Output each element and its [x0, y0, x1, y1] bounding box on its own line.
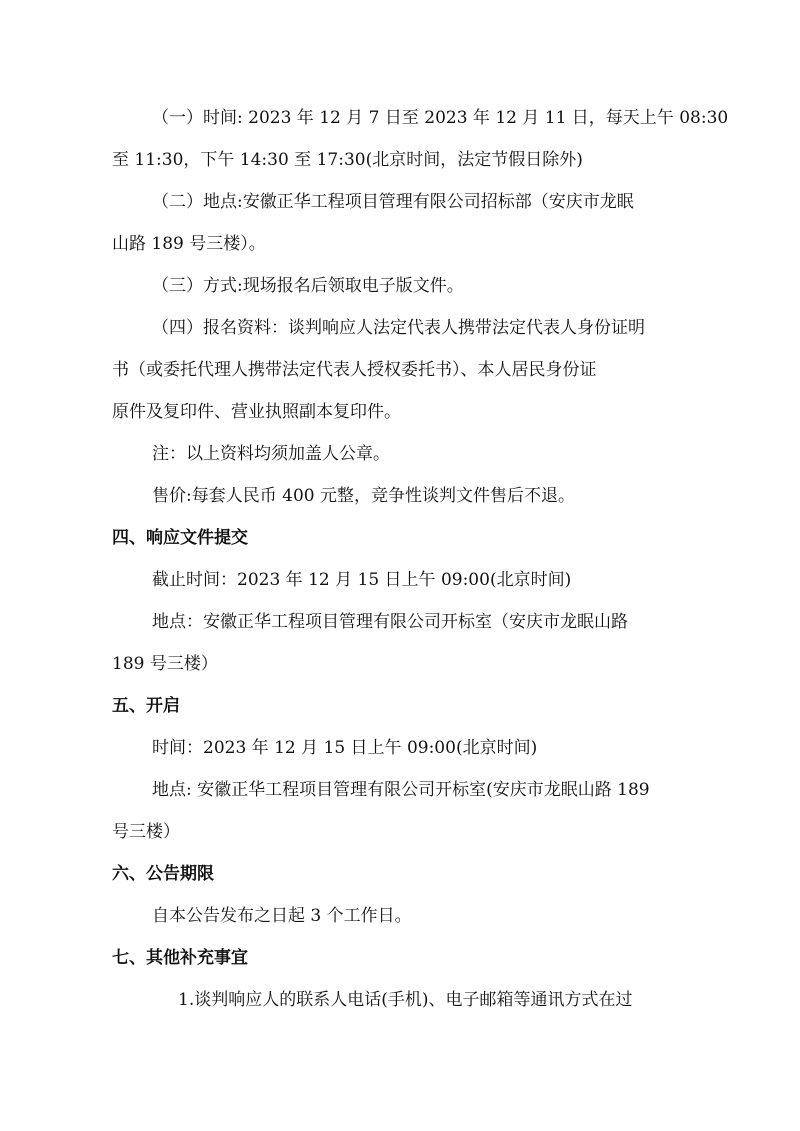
registration-materials-line1: （四）报名资料：谈判响应人法定代表人携带法定代表人身份证明 — [152, 318, 645, 338]
submission-place-line1: 地点：安徽正华工程项目管理有限公司开标室（安庆市龙眠山路 — [152, 612, 628, 632]
registration-materials-line3: 原件及复印件、营业执照副本复印件。 — [112, 402, 401, 422]
section-heading-other-matters: 七、其他补充事宜 — [112, 948, 248, 968]
submission-deadline: 截止时间：2023 年 12 月 15 日上午 09:00(北京时间) — [152, 570, 572, 590]
opening-place-line1: 地点: 安徽正华工程项目管理有限公司开标室(安庆市龙眠山路 189 — [152, 780, 650, 800]
registration-place-line2: 山路 189 号三楼）。 — [112, 234, 266, 254]
price-line: 售价:每套人民币 400 元整，竞争性谈判文件售后不退。 — [152, 486, 575, 506]
registration-note: 注：以上资料均须加盖人公章。 — [152, 444, 390, 464]
opening-place-line2: 号三楼） — [112, 822, 180, 842]
announcement-period-content: 自本公告发布之日起 3 个工作日。 — [152, 906, 412, 926]
registration-materials-line2: 书（或委托代理人携带法定代表人授权委托书）、本人居民身份证 — [112, 360, 597, 380]
submission-place-line2: 189 号三楼） — [112, 654, 218, 674]
registration-method: （三）方式:现场报名后领取电子版文件。 — [152, 276, 464, 296]
other-matters-item1-line1: 1.谈判响应人的联系人电话(手机)、电子邮箱等通讯方式在过 — [178, 990, 633, 1010]
section-heading-submission: 四、响应文件提交 — [112, 528, 248, 548]
registration-time-line1: （一）时间: 2023 年 12 月 7 日至 2023 年 12 月 11 日，每天上午 08:30 — [152, 108, 729, 128]
section-heading-announcement-period: 六、公告期限 — [112, 864, 214, 884]
opening-time: 时间：2023 年 12 月 15 日上午 09:00(北京时间) — [152, 738, 538, 758]
registration-time-line2: 至 11:30，下午 14:30 至 17:30(北京时间，法定节假日除外) — [112, 150, 583, 170]
section-heading-opening: 五、开启 — [112, 696, 180, 716]
registration-place-line1: （二）地点:安徽正华工程项目管理有限公司招标部（安庆市龙眠 — [152, 192, 634, 212]
